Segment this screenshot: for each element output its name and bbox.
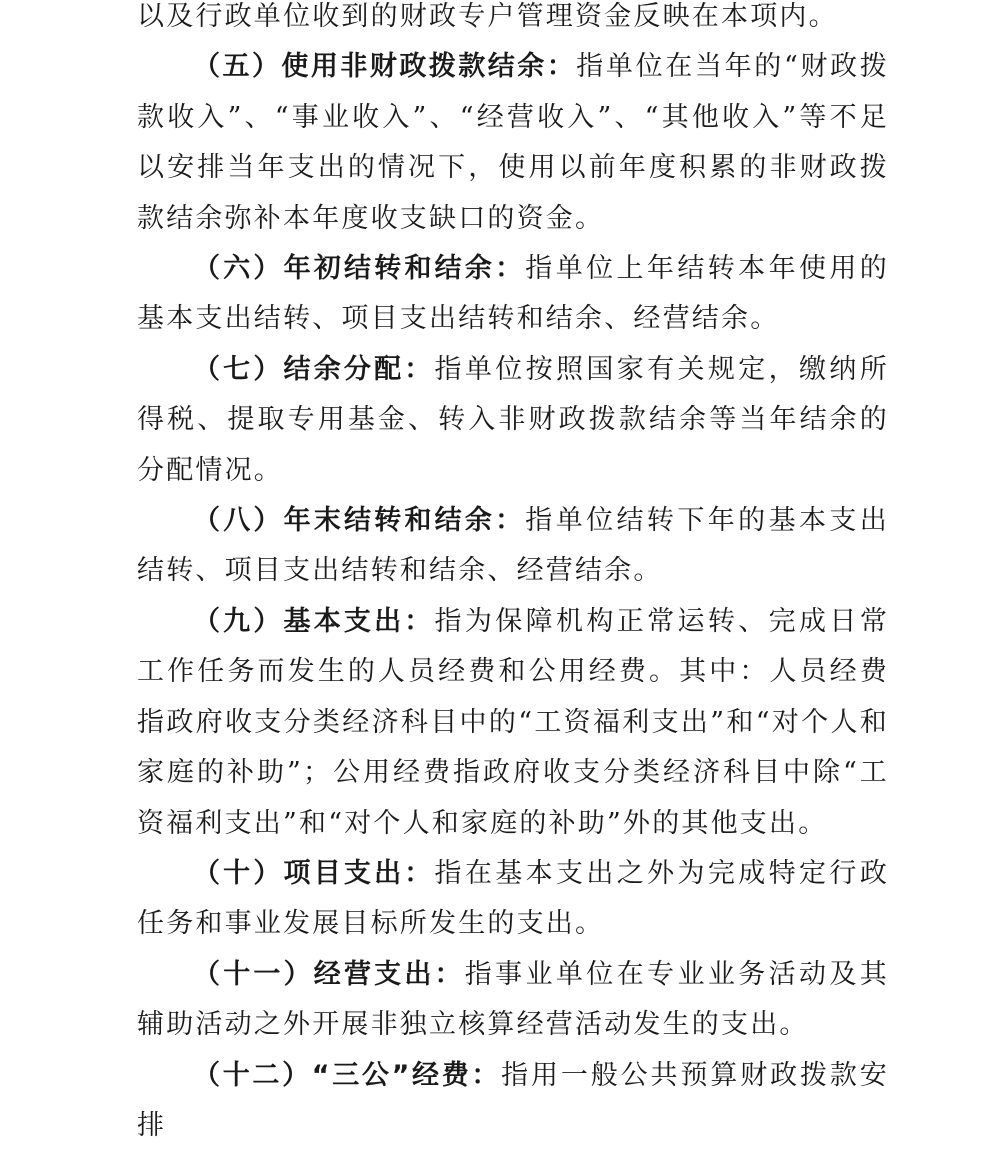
paragraph-item-10 xyxy=(137,849,889,950)
paragraph-heading: （十二）“三公”经费： xyxy=(193,1059,502,1091)
paragraph-item-6 xyxy=(137,244,889,345)
paragraph-body: 指事业单位在专业业务活动及其辅助活动之外开展非独立核算经营活动发生的支出。 xyxy=(137,958,889,1041)
paragraph-item-11 xyxy=(137,950,889,1051)
paragraph-heading: （九）基本支出： xyxy=(193,605,435,637)
paragraph-body: 指单位在当年的“财政拨款收入”、“事业收入”、“经营收入”、“其他收入”等不足以安排当年支出的情况下，使用以前年度积累的非财政拨款结余弥补本年度收支缺口的资金。 xyxy=(137,51,889,234)
paragraph-continuation xyxy=(137,0,889,42)
paragraph-body: 指单位按照国家有关规定，缴纳所得税、提取专用基金、转入非财政拨款结余等当年结余的分配情况。 xyxy=(137,353,890,486)
paragraph-heading: （五）使用非财政拨款结余： xyxy=(193,51,577,83)
document-body xyxy=(137,0,889,1151)
paragraph-body: 指单位结转下年的基本支出结转、项目支出结转和结余、经营结余。 xyxy=(137,505,889,587)
paragraph-body: 以及行政单位收到的财政专户管理资金反映在本项内。 xyxy=(137,1,838,32)
paragraph-heading: （十）项目支出： xyxy=(193,857,435,889)
paragraph-heading: （六）年初结转和结余： xyxy=(193,253,526,285)
paragraph-body: 指单位上年结转本年使用的基本支出结转、项目支出结转和结余、经营结余。 xyxy=(137,253,889,335)
paragraph-item-9 xyxy=(137,597,889,849)
paragraph-item-8 xyxy=(137,496,889,597)
paragraph-body: 指为保障机构正常运转、完成日常工作任务而发生的人员经费和公用经费。其中：人员经费指政府收支分类经济科目中的“工资福利支出”和“对个人和家庭的补助”；公用经费指政府收支分类经济科目中除“工资福利支出”和“对个人和家庭的补助”外的其他支出。 xyxy=(137,605,890,839)
paragraph-body: 指在基本支出之外为完成特定行政任务和事业发展目标所发生的支出。 xyxy=(137,857,890,940)
paragraph-heading: （七）结余分配： xyxy=(193,353,435,385)
paragraph-item-7 xyxy=(137,345,889,496)
paragraph-heading: （十一）经营支出： xyxy=(193,958,465,990)
paragraph-heading: （八）年末结转和结余： xyxy=(193,505,526,537)
paragraph-body: 指用一般公共预算财政拨款安排 xyxy=(137,1059,889,1141)
paragraph-item-12 xyxy=(137,1051,889,1151)
paragraph-item-5 xyxy=(137,42,889,244)
